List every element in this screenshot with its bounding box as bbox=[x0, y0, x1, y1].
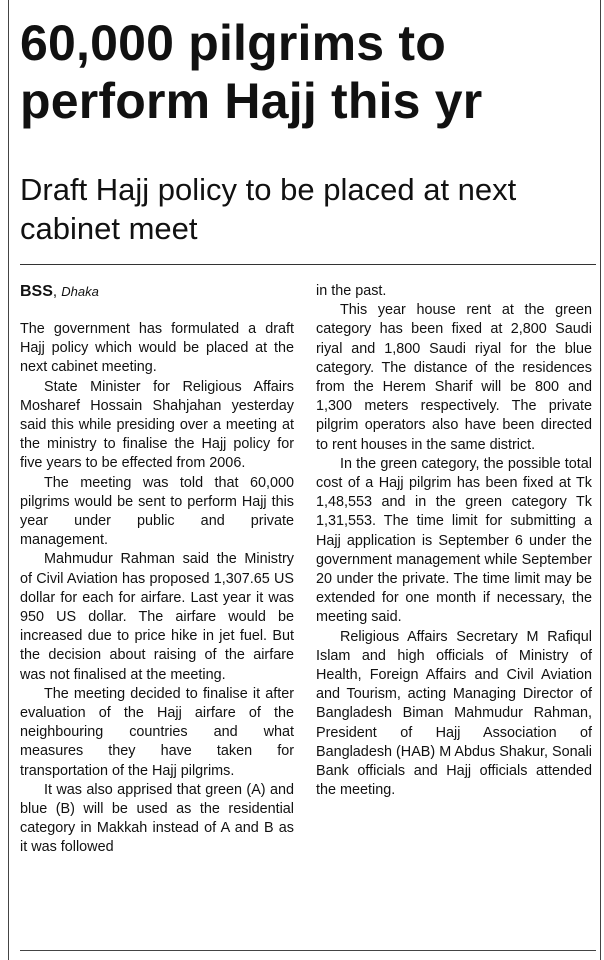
paragraph: It was also apprised that green (A) and blue (B) will be used as the residential category in Makkah instead of A and B as it was followed bbox=[20, 781, 294, 856]
page-border-bottom bbox=[20, 950, 596, 951]
paragraph: Religious Affairs Secretary M Rafiqul Islam and high officials of Ministry of Health, Foreign Affairs and Civil Aviation and Tourism, acting Managing Director of Bangladesh Biman Mahmudur Rahman, President of Hajj Association of Bangladesh (HAB) M Abdus Shakur, Sonali Bank officials and Hajj officials attended the meeting. bbox=[316, 628, 592, 799]
byline-separator: , bbox=[52, 283, 62, 300]
paragraph: Mahmudur Rahman said the Ministry of Civil Aviation has proposed 1,307.65 US dollar for each for airfare. Last year it was 950 US dollar. The airfare would be increased due to price hike in jet fuel. But the decision about raising of the airfare was not finalised at the meeting. bbox=[20, 551, 294, 683]
paragraph: State Minister for Religious Affairs Mosharef Hossain Shahjahan yesterday said this while presiding over a meeting at the ministry to finalise the Hajj policy for five years to be effected from 2006. bbox=[20, 378, 294, 472]
headline-divider bbox=[20, 264, 596, 265]
paragraph: in the past. bbox=[316, 283, 387, 299]
byline-place: Dhaka bbox=[61, 284, 99, 299]
byline-agency: BSS bbox=[20, 283, 53, 300]
page-border-left bbox=[8, 0, 9, 960]
paragraph: The government has formulated a draft Hajj policy which would be placed at the next cabinet meeting. bbox=[20, 321, 294, 376]
paragraph: The meeting was told that 60,000 pilgrims would be sent to perform Hajj this year under public and private management. bbox=[20, 474, 294, 549]
headline: 60,000 pilgrims to perform Hajj this yr bbox=[20, 15, 483, 129]
byline bbox=[20, 282, 99, 302]
paragraph: This year house rent at the green category has been fixed at 2,800 Saudi riyal and 1,800 Saudi riyal for the blue category. The distance of the residences from the Herem Sharif will be 800 and 1,300 meters respectively. The private pilgrim operators also have been directed to rent houses in the same district. bbox=[316, 302, 592, 453]
article-column-right bbox=[316, 282, 592, 800]
paragraph: The meeting decided to finalise it after evaluation of the Hajj airfare of the neighbouring countries and what measures they have taken for transportation of the Hajj pilgrims. bbox=[20, 685, 294, 779]
paragraph: In the green category, the possible total cost of a Hajj pilgrim has been fixed at Tk 1,48,553 and in the green category Tk 1,31,553. The time limit for submitting a Hajj application is September 6 under the government management while September 20 under the private. The time limit may be extended for one month if necessary, the meeting said. bbox=[316, 455, 592, 626]
page-border-right bbox=[600, 0, 601, 960]
article-column-left bbox=[20, 320, 294, 858]
subheadline: Draft Hajj policy to be placed at next cabinet meet bbox=[20, 172, 517, 246]
